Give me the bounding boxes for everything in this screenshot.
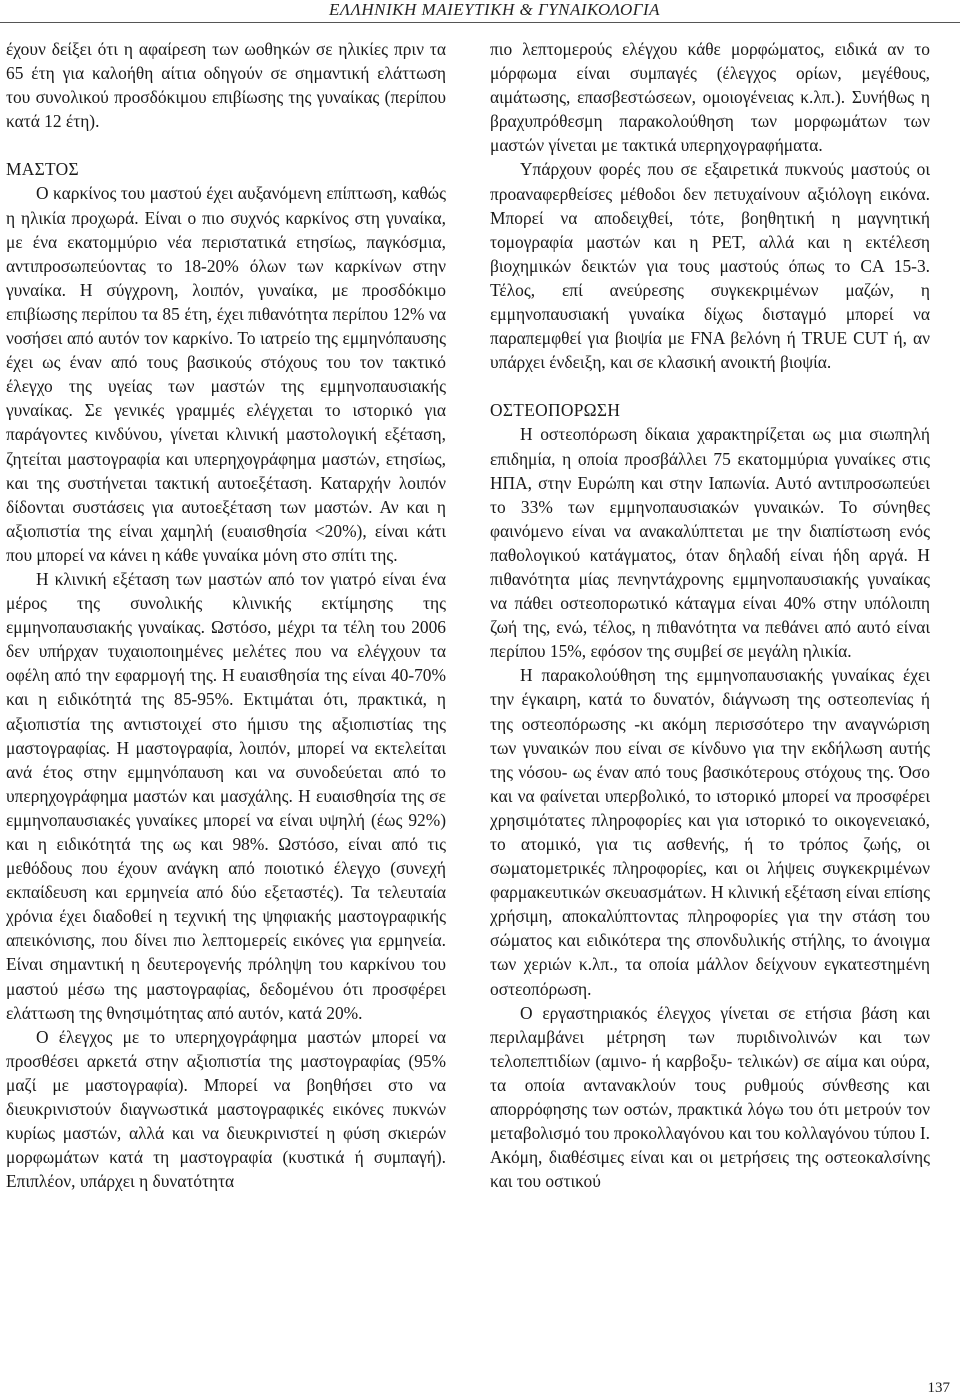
header-divider [0,22,960,23]
body-paragraph: Η παρακολούθηση της εμμηνοπαυσιακής γυναίκας έχει την έγκαιρη, κατά το δυνατόν, διάγνωση της οστεοπενίας ή της οστεοπόρωσης -κι ακόμη περισσότερο την αναγνώριση των γυναικών που είναι σε κίνδυνο για την εκδήλωση αυτής της νόσου- ως έναν από τους βασικότερους στόχους της. Όσο και να φαίνεται υπερβολικό, το ιστορικό μπορεί να προσφέρει χρησιμότατες πληροφορίες και για ιστορικό το οικογενειακό, το ατομικό, για τις ασθενής, ή το τρόπος ζωής, οι σωματομετρικές πληροφορίες, και οι λήψεις συγκεκριμένων φαρμακευτικών σκευασμάτων. Η κλινική εξέταση είναι επίσης χρήσιμη, αποκαλύπτοντας πληροφορίες για την στάση του σώματος και ειδικότερα της σπονδυλικής στήλης, το άνοιγμα των χεριών κ.λπ., τα οποία μάλλον δείχνουν εγκατεστημένη οστεοπόρωση. [490,665,930,999]
body-paragraph: Η οστεοπόρωση δίκαια χαρακτηρίζεται ως μια σιωπηλή επιδημία, η οποία προσβάλλει 75 εκατομμύρια γυναίκες στις ΗΠΑ, στην Ευρώπη και στην Ιαπωνία. Αυτό αντιπροσωπεύει το 33% των εμμηνοπαυσιακών γυναικών. Το σύνηθες φαινόμενο είναι να ανακαλύπτεται με την διαπίστωση ενός παθολογικού κατάγματος, όταν δηλαδή είναι ήδη αργά. Η πιθανότητα μίας πενηντάχρονης εμμηνοπαυσιακής γυναίκας να πάθει οστεοπορωτικό κάταγμα είναι 40% στην υπόλοιπη ζωή της, ενώ, τέλος, η πιθανότητα να πεθάνει από αυτό είναι περίπου 15%, εφόσον της συμβεί σε μεγάλη ηλικία. [490,424,930,662]
body-paragraph: Υπάρχουν φορές που σε εξαιρετικά πυκνούς μαστούς οι προαναφερθείσες μέθοδοι δεν πετυχαίνουν αξιόλογη εικόνα. Μπορεί να αποδειχθεί, τότε, βοηθητική η μαγνητική τομογραφία μαστών και η PET, αλλά και η εκτέλεση βιοχημικών δεικτών για τους μαστούς όπως το CA 15-3. Τέλος, επί ανεύρεσης συγκεκριμένων μαζών, η εμμηνοπαυσιακή γυναίκα δίχως δισταγμό μπορεί να παραπεμφθεί για βιοψία με FNA βελόνη ή TRUE CUT ή, αν υπάρχει ένδειξη, και σε κλασική ανοικτή βιοψία. [490,159,930,373]
journal-title: ΕΛΛΗΝΙΚΗ ΜΑΙΕΥΤΙΚΗ & ΓΥΝΑΙΚΟΛΟΓΙΑ [328,0,660,19]
right-column [490,37,930,1193]
body-paragraph: Η κλινική εξέταση των μαστών από τον γιατρό είναι ένα μέρος της συνολικής κλινικής εκτίμησης της εμμηνοπαυσιακής γυναίκας. Ωστόσο, μέχρι τα τέλη του 2006 δεν υπήρχαν τυχαιοποιημένες μελέτες που να ελέγχουν τα οφέλη από την εφαρμογή της. Η ευαισθησία της είναι 40-70% και η ειδικότητά της 85-95%. Εκτιμάται ότι, πρακτικά, η αξιοπιστία της αντιστοιχεί στο ήμισυ της αξιοπιστίας της μαστογραφίας. Η μαστογραφία, λοιπόν, μπορεί να εκτελείται ανά έτος στην εμμηνόπαυση και να συνοδεύεται από το υπερηχογράφημα μαστών και μασχάλης. Η ευαισθησία της σε εμμηνοπαυσιακές γυναίκες μπορεί να είναι υψηλή (έως 92%) και η ειδικότητά της ως και 98%. Ωστόσο, είναι από τις μεθόδους που έχουν ανάγκη από ποιοτικό έλεγχο (συνεχή εκπαίδευση και ερμηνεία από δύο εξεταστές). Τα τελευταία χρόνια έχει διαδοθεί η τεχνική της ψηφιακής μαστογραφικής απεικόνισης, που δίνει πιο λεπτομερείς εικόνες για ερμηνεία. Είναι σημαντική η δευτερογενής πρόληψη του καρκίνου του μαστού μέσω της μαστογραφίας, δεδομένου ότι προσφέρει ελάττωση της θνησιμότητας από αυτόν, κατά 20%. [6,568,446,1023]
section-spacer [490,374,930,398]
intro-paragraph: έχουν δείξει ότι η αφαίρεση των ωοθηκών σε ηλικίες πριν τα 65 έτη για καλοήθη αίτια οδηγούν σε σημαντική ελάττωση του συνολικού προσδόκιμου επιβίωσης της γυναίκας (περίπου κατά 12 έτη). [6,39,446,132]
body-paragraph: Ο εργαστηριακός έλεγχος γίνεται σε ετήσια βάση και περιλαμβάνει μέτρηση των πυριδινολινών και των τελοπεπτιδίων (αμινο- ή καρβοξυ- τελικών) σε αίμα και ούρα, τα οποία αντανακλούν τους ρυθμούς σύνθεσης και απορρόφησης των οστών, πρακτικά λόγω του ότι μετρούν τον μεταβολισμό του προκολλαγόνου και του κολλαγόνου τύπου Ι. Ακόμη, διαθέσιμες είναι και οι μετρήσεις της οστεοκαλσίνης και του οστικού [490,1002,930,1192]
page-number: 137 [927,1380,950,1396]
continuation-paragraph: πιο λεπτομερούς ελέγχου κάθε μορφώματος, ειδικά αν το μόρφωμα είναι συμπαγές (έλεγχος ορίων, μεγέθους, αιμάτωσης, επασβεστώσεων, ομοιογένειας κ.λπ.). Συνήθως η βραχυπρόθεσμη παρακολούθηση των μορφωμάτων των μαστών γίνεται με τακτικά υπερηχογραφήματα. [490,39,930,156]
section-spacer [6,133,446,157]
running-header [0,0,960,24]
section-heading-osteoporosis: ΟΣΤΕΟΠΟΡΩΣΗ [490,400,621,421]
body-paragraph: Ο έλεγχος με το υπερηχογράφημα μαστών μπορεί να προσθέσει αρκετά στην αξιοπιστία της μαστογραφίας (95% μαζί με μαστογραφία). Μπορεί να βοηθήσει στο να διευκρινιστούν διαγνωστικά μαστογραφικές εικόνες πυκνών κυρίως μαστών, αλλά και να διευκρινιστεί η φύση σκιερών μορφωμάτων κατά τη μαστογραφία (κυστικά ή συμπαγή). Επιπλέον, υπάρχει η δυνατότητα [6,1026,446,1192]
body-paragraph: Ο καρκίνος του μαστού έχει αυξανόμενη επίπτωση, καθώς η ηλικία προχωρά. Είναι ο πιο συχνός καρκίνος στη γυναίκα, με ένα εκατομμύριο νέα περιστατικά ετησίως, παγκόσμια, αντιπροσωπεύοντας το 18-20% όλων των καρκίνων στην γυναίκα. Η σύγχρονη, λοιπόν, γυναίκα, με προσδόκιμο επιβίωσης περίπου τα 85 έτη, έχει πιθανότητα περίπου 12% να νοσήσει από αυτόν τον καρκίνο. Το ιατρείο της εμμηνόπαυσης έχει ως έναν από τους βασικούς στόχους του τον τακτικό έλεγχο της υγείας των μαστών της εμμηνοπαυσιακής γυναίκας. Σε γενικές γραμμές ελέγχεται το ιστορικό για παράγοντες κινδύνου, γίνεται κλινική μαστολογική εξέταση, ζητείται μαστογραφία και υπερηχογράφημα μαστών, ετησίως, και της συστήνεται τακτική αυτοεξέταση. Καταρχήν λοιπόν δίδονται συστάσεις για αυτοεξέταση των μαστών. Αν και η αξιοπιστία της είναι χαμηλή (ευαισθησία <20%), είναι κάτι που μπορεί να κάνει η κάθε γυναίκα μόνη στο σπίτι της. [6,183,446,565]
left-column [6,37,446,1193]
section-heading-breast: ΜΑΣΤΟΣ [6,159,79,180]
